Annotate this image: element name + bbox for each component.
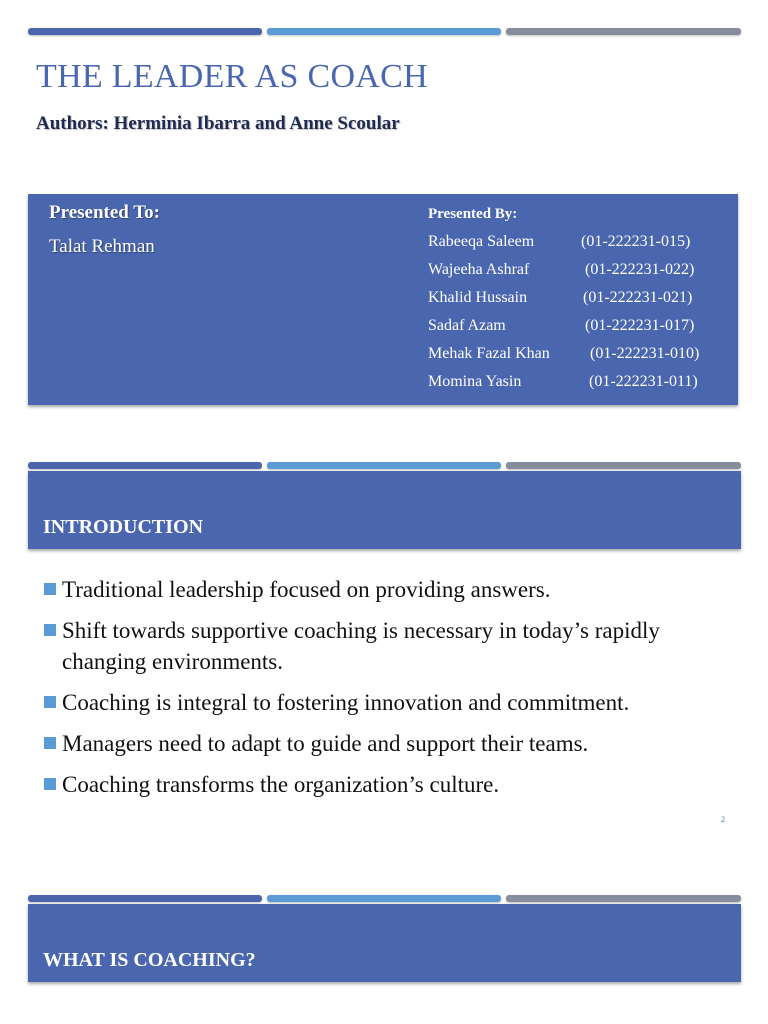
square-bullet-icon — [44, 696, 56, 708]
presenter-name: Wajeeha Ashraf — [428, 261, 530, 278]
presenter-name: Momina Yasin — [428, 373, 522, 390]
presented-to-name: Talat Rehman — [49, 236, 155, 257]
presenter-row — [428, 344, 728, 372]
presenter-id: (01-222231-017) — [585, 317, 695, 334]
slide-title: THE LEADER AS COACH — [36, 58, 428, 95]
top-bar-segment — [506, 28, 741, 35]
bullet-text: Managers need to adapt to guide and support their teams. — [62, 731, 589, 756]
bullet-text: Shift towards supportive coaching is necessary in today’s rapidly changing environments. — [62, 618, 660, 674]
presenter-id: (01-222231-015) — [581, 233, 691, 250]
slide2-top-bars — [28, 462, 741, 470]
top-bar-segment — [506, 462, 741, 469]
presenter-row — [428, 316, 728, 344]
square-bullet-icon — [44, 778, 56, 790]
bullet-item — [44, 687, 724, 718]
bullet-text: Traditional leadership focused on providing answers. — [62, 577, 551, 602]
top-bar-segment — [28, 28, 262, 35]
bullet-item — [44, 574, 724, 605]
section-heading: INTRODUCTION — [43, 516, 204, 538]
slide-page-number: 2 — [721, 815, 725, 824]
presenter-name: Khalid Hussain — [428, 289, 528, 306]
section-heading: WHAT IS COACHING? — [43, 949, 256, 971]
presented-to-label: Presented To: — [49, 202, 161, 223]
slide3-top-bars — [28, 895, 741, 903]
presenter-id: (01-222231-010) — [590, 345, 700, 362]
square-bullet-icon — [44, 624, 56, 636]
presenter-row — [428, 232, 728, 260]
introduction-bullet-list — [44, 574, 724, 810]
presenter-id: (01-222231-011) — [589, 373, 698, 390]
square-bullet-icon — [44, 583, 56, 595]
presenter-name: Mehak Fazal Khan — [428, 345, 550, 362]
what-is-coaching-header-bar — [28, 904, 741, 982]
slide1-top-bars — [28, 28, 741, 36]
introduction-header-bar — [28, 471, 741, 549]
presenter-name: Sadaf Azam — [428, 317, 506, 334]
presenter-row — [428, 260, 728, 288]
authors-line: Authors: Herminia Ibarra and Anne Scoular — [36, 113, 400, 134]
bullet-text: Coaching is integral to fostering innovation and commitment. — [62, 690, 630, 715]
top-bar-segment — [506, 895, 741, 902]
presenter-id: (01-222231-021) — [583, 289, 693, 306]
top-bar-segment — [28, 462, 262, 469]
top-bar-segment — [28, 895, 262, 902]
top-bar-segment — [267, 462, 501, 469]
top-bar-segment — [267, 895, 501, 902]
presenter-row — [428, 372, 728, 400]
bullet-item — [44, 615, 724, 677]
bullet-item — [44, 769, 724, 800]
presented-by-label: Presented By: — [428, 206, 518, 222]
top-bar-segment — [267, 28, 501, 35]
presenters-list — [428, 232, 728, 400]
presenter-id: (01-222231-022) — [585, 261, 695, 278]
presenter-name: Rabeeqa Saleem — [428, 233, 535, 250]
bullet-text: Coaching transforms the organization’s culture. — [62, 772, 500, 797]
square-bullet-icon — [44, 737, 56, 749]
presenters-box — [28, 194, 738, 405]
bullet-item — [44, 728, 724, 759]
presenter-row — [428, 288, 728, 316]
